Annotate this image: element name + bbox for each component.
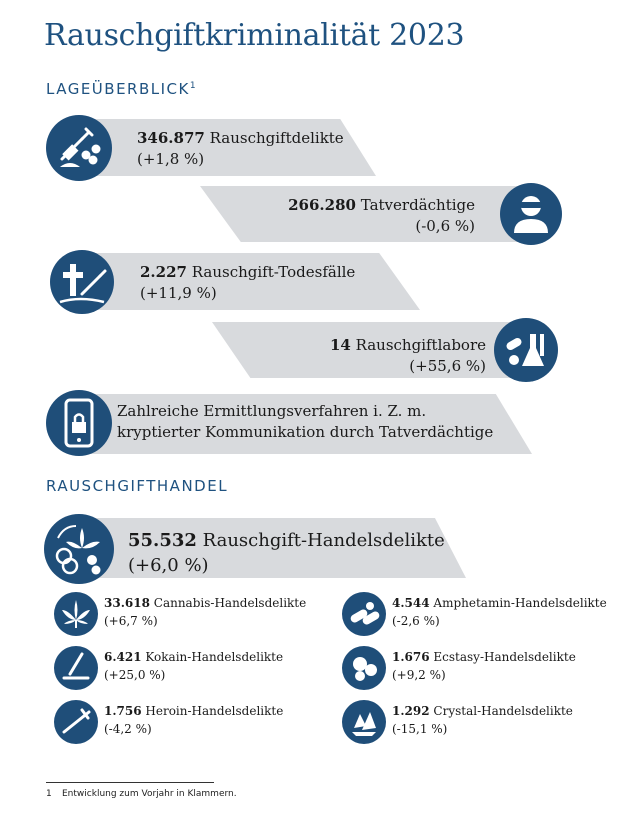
stat-label: Kokain-Handelsdelikte [145, 650, 284, 664]
stat-cannabis [104, 594, 306, 630]
overview-heading-text: LAGEÜBERBLICK [46, 80, 190, 98]
page-title: Rauschgiftkriminalität 2023 [44, 18, 465, 53]
stat-value: 1.756 [104, 704, 142, 718]
encryption-line-2: kryptierter Kommunikation durch Tatverdächtige [117, 423, 494, 441]
footnote-divider [46, 782, 214, 783]
capsules-icon [342, 592, 386, 636]
footnote-text: Entwicklung zum Vorjahr in Klammern. [62, 789, 237, 799]
stat-value: 266.280 [288, 196, 356, 214]
lab-flask-icon [494, 318, 558, 382]
syringe-pills-icon [46, 115, 112, 181]
trade-heading-text: RAUSCHGIFTHANDEL [46, 477, 229, 495]
stat-value: 33.618 [104, 596, 150, 610]
cross-syringe-icon [50, 250, 114, 314]
stat-label: Tatverdächtige [360, 196, 475, 214]
stat-handelsdelikte [128, 528, 445, 578]
stat-label: Cannabis-Handelsdelikte [153, 596, 307, 610]
stat-change: (-4,2 %) [104, 722, 152, 736]
section-heading-trade [46, 477, 228, 495]
stat-change: (+25,0 %) [104, 668, 166, 682]
footnote-number: 1 [46, 789, 52, 799]
ecstasy-pills-icon [342, 646, 386, 690]
stat-crystal [392, 702, 573, 738]
encryption-line-1: Zahlreiche Ermittlungsverfahren i. Z. m. [117, 402, 427, 420]
stat-labore [212, 335, 486, 377]
stat-value: 4.544 [392, 596, 430, 610]
stat-change: (+11,9 %) [140, 284, 217, 302]
stat-label: Rauschgiftdelikte [209, 129, 344, 147]
stat-label: Heroin-Handelsdelikte [145, 704, 284, 718]
stat-label: Crystal-Handelsdelikte [433, 704, 573, 718]
stat-ecstasy [392, 648, 576, 684]
crystal-icon [342, 700, 386, 744]
footnote [46, 789, 237, 799]
stat-label: Ecstasy-Handelsdelikte [433, 650, 576, 664]
stat-value: 14 [329, 336, 351, 354]
stat-label: Rauschgiftlabore [355, 336, 486, 354]
stat-change: (+9,2 %) [392, 668, 446, 682]
stat-kokain [104, 648, 283, 684]
stat-tatverdaechtige [200, 195, 475, 237]
stat-change: (-15,1 %) [392, 722, 448, 736]
stat-change: (+1,8 %) [137, 150, 205, 168]
stat-change: (-2,6 %) [392, 614, 440, 628]
cocaine-line-icon [54, 646, 98, 690]
locked-phone-icon [46, 390, 112, 456]
stat-change: (-0,6 %) [415, 217, 475, 235]
money-cannabis-pills-icon [44, 514, 114, 584]
stat-label: Amphetamin-Handelsdelikte [433, 596, 607, 610]
encryption-text [117, 401, 493, 443]
stat-change: (+55,6 %) [409, 357, 486, 375]
stat-value: 1.676 [392, 650, 430, 664]
stat-value: 346.877 [137, 129, 205, 147]
footnote-ref: 1 [189, 81, 196, 91]
stat-label: Rauschgift-Handelsdelikte [202, 530, 445, 551]
stat-change: (+6,7 %) [104, 614, 158, 628]
stat-todesfaelle [140, 262, 355, 304]
masked-person-icon [500, 183, 562, 245]
stat-value: 55.532 [128, 530, 197, 551]
stat-value: 1.292 [392, 704, 430, 718]
stat-change: (+6,0 %) [128, 555, 209, 576]
stat-delikte [137, 128, 344, 170]
stat-heroin [104, 702, 283, 738]
cannabis-leaf-icon [54, 592, 98, 636]
syringe-icon [54, 700, 98, 744]
stat-amphetamin [392, 594, 607, 630]
section-heading-overview [46, 80, 196, 98]
stat-value: 6.421 [104, 650, 142, 664]
stat-value: 2.227 [140, 263, 187, 281]
stat-label: Rauschgift-Todesfälle [191, 263, 356, 281]
